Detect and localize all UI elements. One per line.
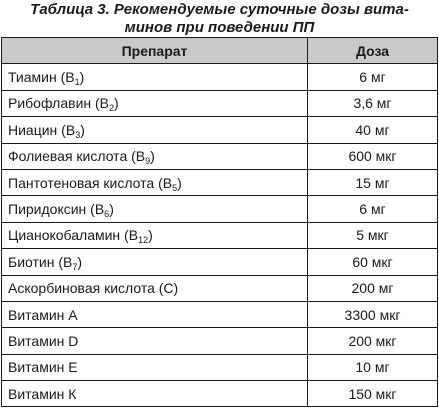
drug-name: Витамин Е: [8, 359, 78, 376]
drug-subscript: 12: [138, 235, 149, 246]
drug-name: Тиамин (B: [8, 69, 75, 86]
table-row: [2, 381, 438, 407]
drug-name-suffix: ): [77, 253, 83, 270]
table-row: [2, 222, 438, 248]
dose-cell: 6 мг: [308, 64, 438, 90]
table-body: [2, 64, 438, 407]
drug-name-cell: [2, 354, 308, 380]
drug-subscript: 5: [172, 182, 178, 193]
drug-name-suffix: ): [177, 174, 182, 191]
table-row: [2, 301, 438, 327]
header-dose: Доза: [308, 38, 438, 64]
table-row: [2, 117, 438, 143]
dose-cell: 6 мг: [308, 196, 438, 222]
drug-name-cell: [2, 222, 308, 248]
drug-name: Фолиевая кислота (B: [8, 148, 146, 165]
dose-cell: 3,6 мг: [308, 90, 438, 116]
drug-name: Цианокобаламин (B: [8, 227, 139, 244]
drug-name-suffix: ): [79, 69, 85, 86]
drug-name-suffix: ): [150, 148, 155, 165]
drug-name-cell: [2, 381, 308, 407]
drug-name-cell: [2, 328, 308, 354]
drug-name: Пантотеновая кислота (B: [8, 174, 173, 191]
drug-name-cell: [2, 169, 308, 195]
table-row: [2, 249, 438, 275]
vitamin-dose-table: [1, 37, 438, 407]
drug-subscript: 9: [145, 156, 151, 167]
drug-name-cell: [2, 196, 308, 222]
drug-name: Витамин К: [8, 385, 77, 402]
drug-name-suffix: ): [80, 121, 85, 138]
dose-cell: 200 мкг: [308, 328, 438, 354]
drug-name: Витамин D: [8, 332, 79, 349]
header-drug: Препарат: [2, 38, 308, 64]
table-row: [2, 169, 438, 195]
dose-cell: 15 мг: [308, 169, 438, 195]
table-caption: [0, 1, 439, 37]
drug-name: Витамин А: [8, 306, 78, 323]
dose-cell: 150 мкг: [308, 381, 438, 407]
drug-name-cell: [2, 143, 308, 169]
drug-name-cell: [2, 64, 308, 90]
drug-subscript: 3: [75, 129, 81, 140]
table-row: [2, 196, 438, 222]
drug-name: Рибофлавин (B: [8, 95, 110, 112]
drug-name-cell: [2, 90, 308, 116]
drug-subscript: 1: [74, 77, 80, 88]
drug-name-cell: [2, 249, 308, 275]
dose-cell: 200 мг: [308, 275, 438, 301]
dose-cell: 600 мкг: [308, 143, 438, 169]
drug-name-suffix: ): [114, 95, 119, 112]
table-header-row: [2, 38, 438, 64]
table-row: [2, 275, 438, 301]
drug-name: Аскорбиновая кислота (C): [8, 280, 179, 297]
table-row: [2, 64, 438, 90]
drug-name: Ниацин (B: [8, 121, 76, 138]
table-row: [2, 143, 438, 169]
drug-name-cell: [2, 301, 308, 327]
drug-subscript: 2: [109, 103, 115, 114]
drug-name-suffix: ): [148, 227, 153, 244]
drug-name-suffix: ): [109, 201, 114, 218]
caption-line-1: Таблица 3. Рекомендуемые суточные дозы вита-: [30, 1, 409, 18]
dose-cell: 10 мг: [308, 354, 438, 380]
caption-line-2: минов при поведении ПП: [124, 19, 315, 36]
drug-name: Биотин (B: [8, 253, 73, 270]
drug-name: Пиридоксин (B: [8, 201, 105, 218]
drug-name-cell: [2, 275, 308, 301]
table-row: [2, 354, 438, 380]
dose-cell: 3300 мкг: [308, 301, 438, 327]
drug-subscript: 6: [104, 209, 110, 220]
dose-cell: 60 мкг: [308, 249, 438, 275]
table-row: [2, 328, 438, 354]
dose-cell: 5 мкг: [308, 222, 438, 248]
drug-name-cell: [2, 117, 308, 143]
table-row: [2, 90, 438, 116]
drug-subscript: 7: [72, 261, 78, 272]
dose-cell: 40 мг: [308, 117, 438, 143]
